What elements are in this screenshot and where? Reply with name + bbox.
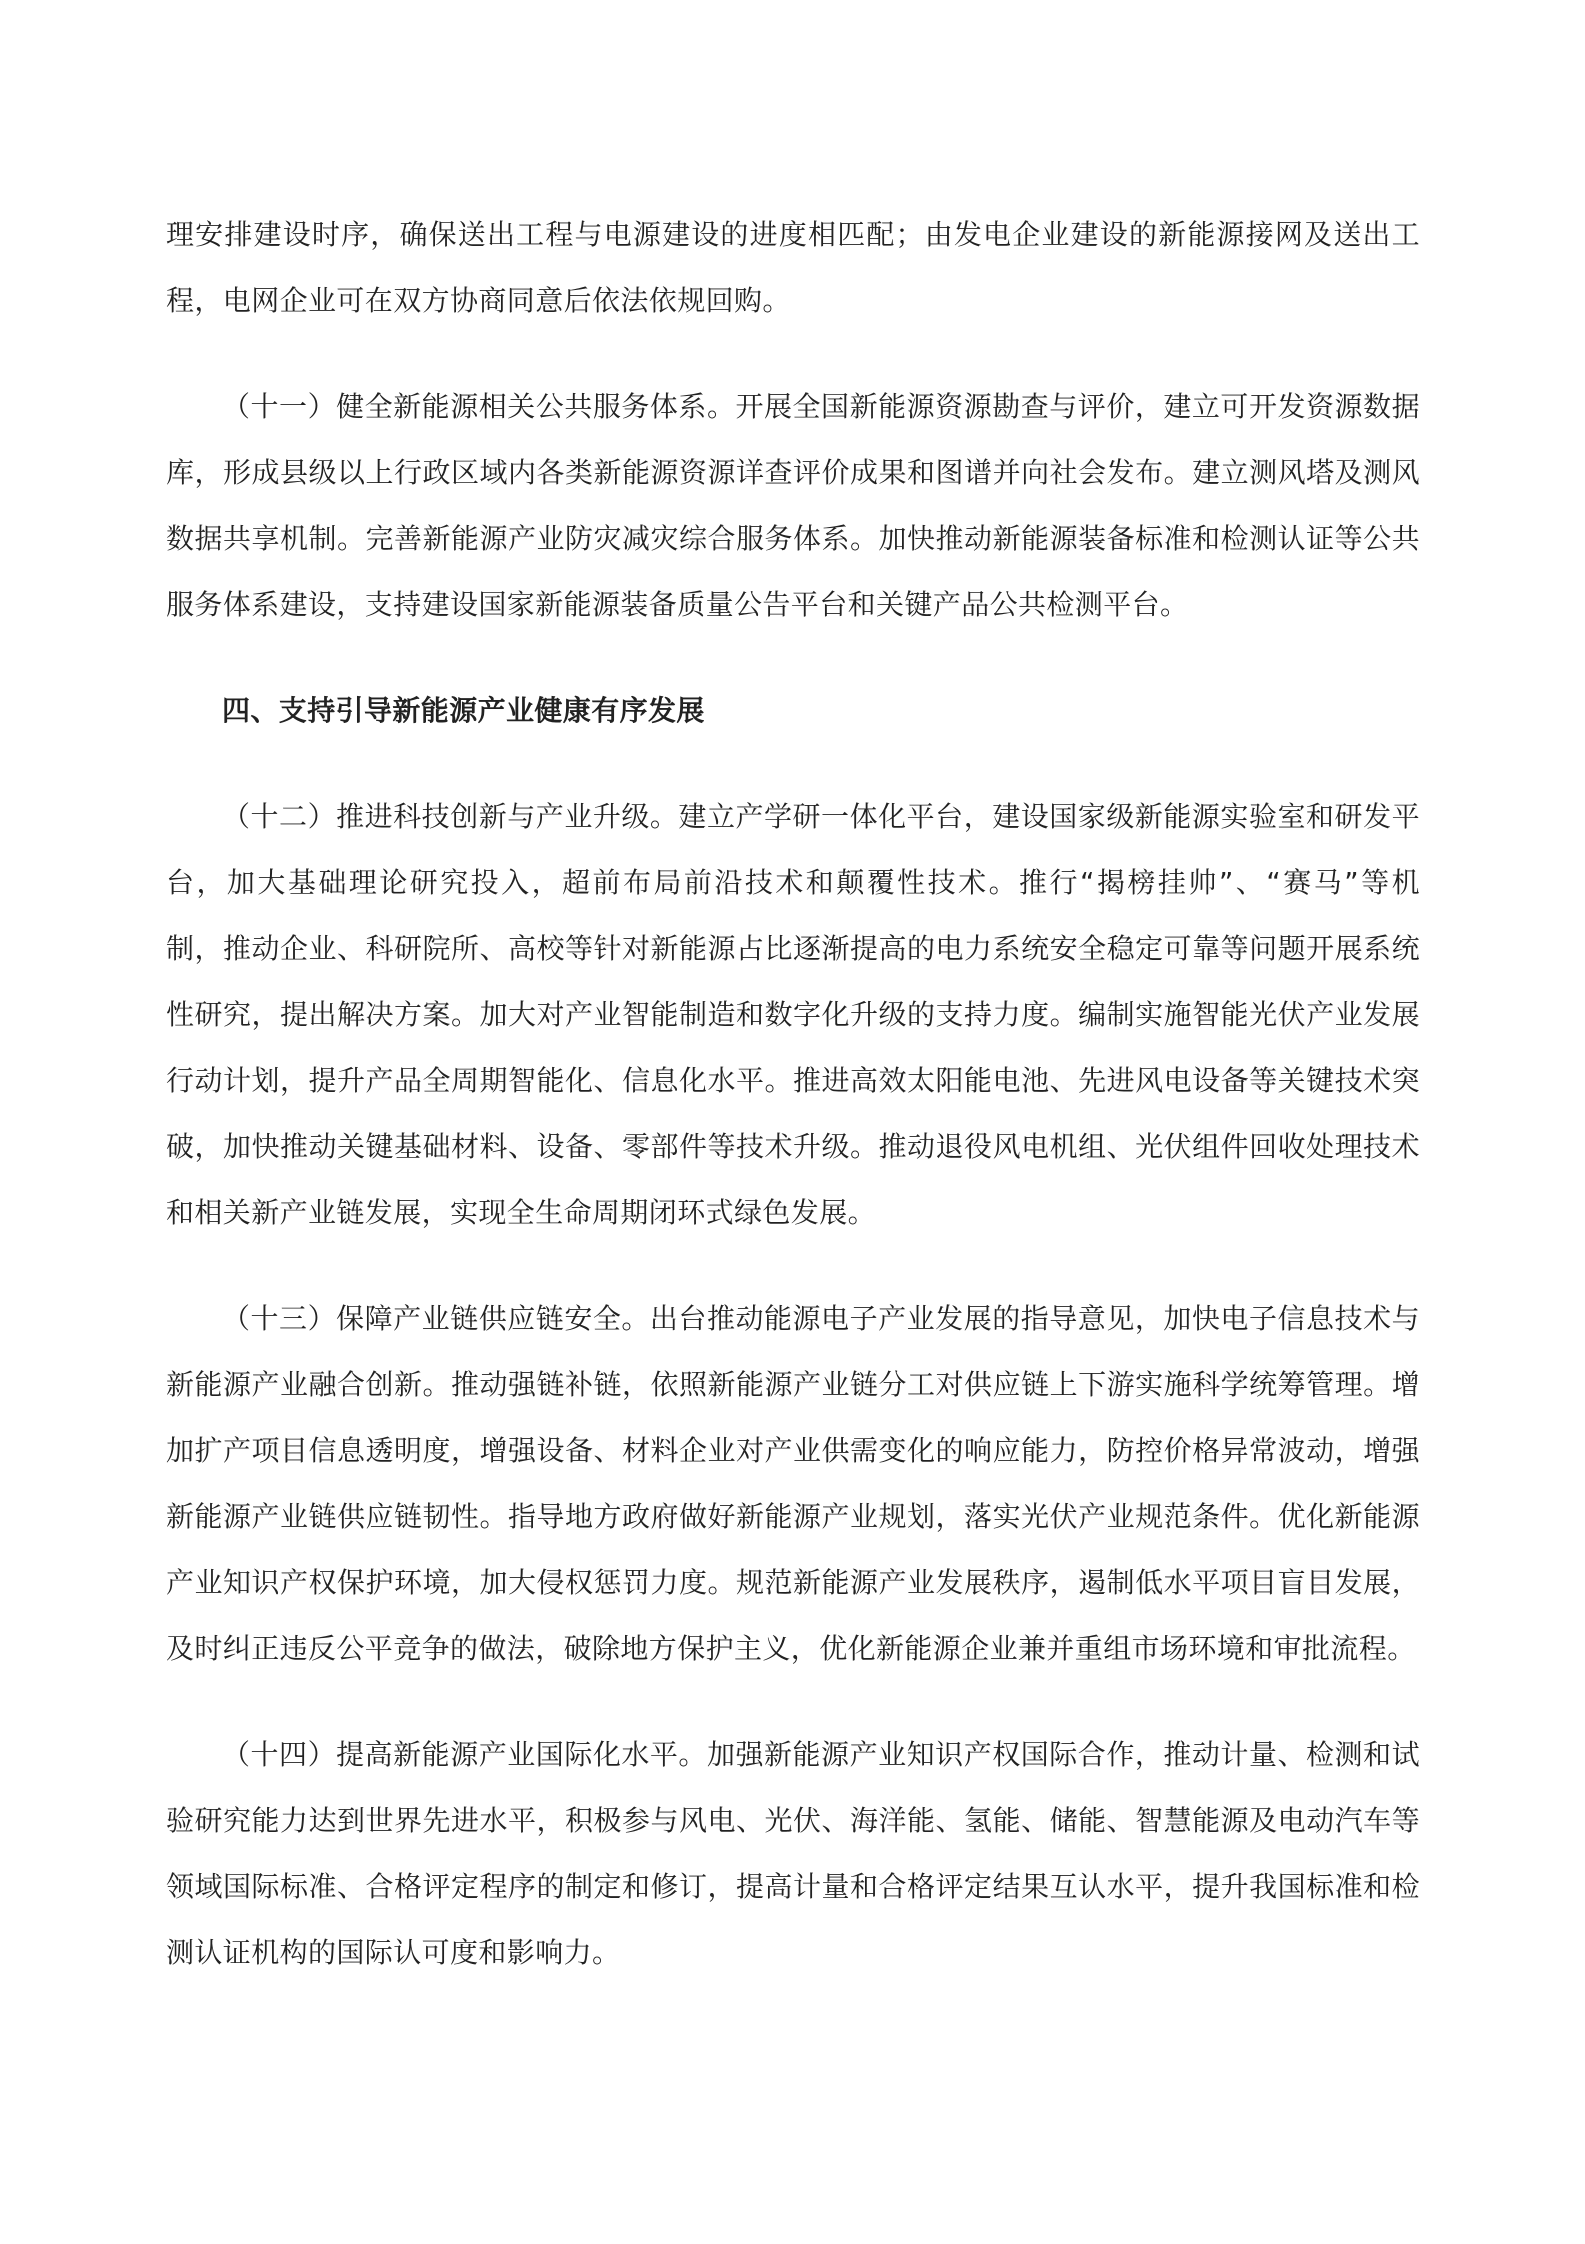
section-heading: 四、支持引导新能源产业健康有序发展 xyxy=(222,694,705,727)
paragraph-continuation xyxy=(166,202,1420,334)
paragraph-line: 性研究，提出解决方案。加大对产业智能制造和数字化升级的支持力度。编制实施智能光伏产业发展 xyxy=(166,998,1420,1031)
paragraph-item-11 xyxy=(166,374,1420,638)
paragraph-line: 及时纠正违反公平竞争的做法，破除地方保护主义，优化新能源企业兼并重组市场环境和审批流程。 xyxy=(166,1632,1416,1665)
paragraph-line: 破，加快推动关键基础材料、设备、零部件等技术升级。推动退役风电机组、光伏组件回收处理技术 xyxy=(166,1130,1420,1163)
paragraph-line: （十一）健全新能源相关公共服务体系。开展全国新能源资源勘查与评价，建立可开发资源数据 xyxy=(222,390,1420,423)
document-body xyxy=(166,202,1420,1986)
paragraph-line: 程，电网企业可在双方协商同意后依法依规回购。 xyxy=(166,284,791,317)
paragraph-item-13 xyxy=(166,1286,1420,1682)
paragraph-line: 新能源产业链供应链韧性。指导地方政府做好新能源产业规划，落实光伏产业规范条件。优化新能源 xyxy=(166,1500,1420,1533)
paragraph-line: （十二）推进科技创新与产业升级。建立产学研一体化平台，建设国家级新能源实验室和研发平 xyxy=(222,800,1420,833)
paragraph-item-12 xyxy=(166,784,1420,1246)
paragraph-line: 和相关新产业链发展，实现全生命周期闭环式绿色发展。 xyxy=(166,1196,877,1229)
paragraph-line: 制，推动企业、科研院所、高校等针对新能源占比逐渐提高的电力系统安全稳定可靠等问题开展系统 xyxy=(166,932,1420,965)
paragraph-line: 测认证机构的国际认可度和影响力。 xyxy=(166,1936,621,1969)
paragraph-line: 加扩产项目信息透明度，增强设备、材料企业对产业供需变化的响应能力，防控价格异常波动，增强 xyxy=(166,1434,1420,1467)
paragraph-line: 数据共享机制。完善新能源产业防灾减灾综合服务体系。加快推动新能源装备标准和检测认证等公共 xyxy=(166,522,1420,555)
paragraph-line: 产业知识产权保护环境，加大侵权惩罚力度。规范新能源产业发展秩序，遏制低水平项目盲目发展， xyxy=(166,1566,1420,1599)
paragraph-item-14 xyxy=(166,1722,1420,1986)
paragraph-line: 库，形成县级以上行政区域内各类新能源资源详查评价成果和图谱并向社会发布。建立测风塔及测风 xyxy=(166,456,1420,489)
paragraph-line: 新能源产业融合创新。推动强链补链，依照新能源产业链分工对供应链上下游实施科学统筹管理。增 xyxy=(166,1368,1420,1401)
paragraph-line: 理安排建设时序，确保送出工程与电源建设的进度相匹配；由发电企业建设的新能源接网及送出工 xyxy=(166,218,1420,251)
paragraph-line: 服务体系建设，支持建设国家新能源装备质量公告平台和关键产品公共检测平台。 xyxy=(166,588,1189,621)
paragraph-line: （十三）保障产业链供应链安全。出台推动能源电子产业发展的指导意见，加快电子信息技术与 xyxy=(222,1302,1420,1335)
paragraph-line: 台，加大基础理论研究投入，超前布局前沿技术和颠覆性技术。推行“揭榜挂帅”、“赛马”等机 xyxy=(166,866,1420,899)
paragraph-line: 领域国际标准、合格评定程序的制定和修订，提高计量和合格评定结果互认水平，提升我国标准和检 xyxy=(166,1870,1420,1903)
paragraph-line: 行动计划，提升产品全周期智能化、信息化水平。推进高效太阳能电池、先进风电设备等关键技术突 xyxy=(166,1064,1420,1097)
paragraph-line: 验研究能力达到世界先进水平，积极参与风电、光伏、海洋能、氢能、储能、智慧能源及电动汽车等 xyxy=(166,1804,1420,1837)
paragraph-line: （十四）提高新能源产业国际化水平。加强新能源产业知识产权国际合作，推动计量、检测和试 xyxy=(222,1738,1420,1771)
